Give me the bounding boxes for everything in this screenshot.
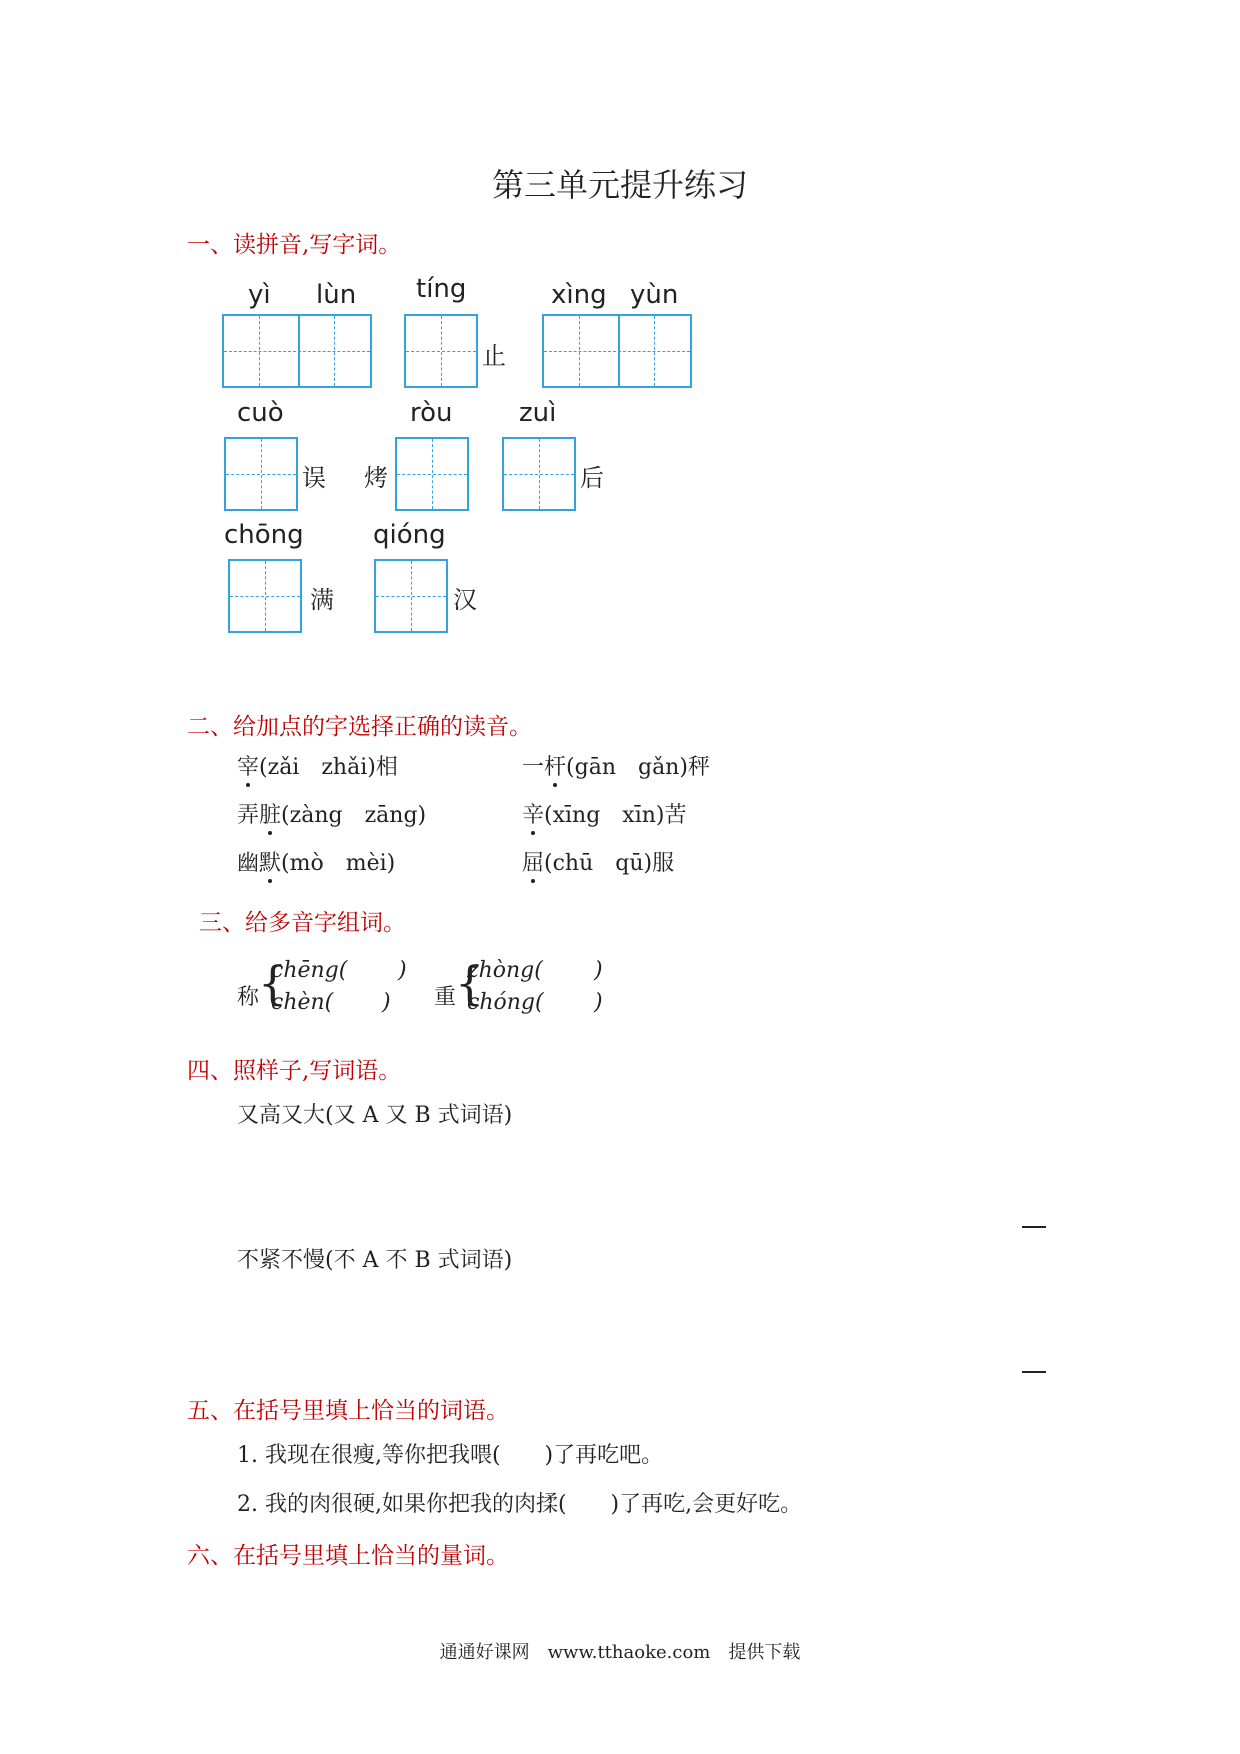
- polyphone-cheng-close: ): [398, 958, 407, 983]
- polyphone-chen-label: chèn(: [271, 990, 334, 1015]
- reading-options: (mò mèi): [281, 851, 396, 876]
- section-5-heading: 五、在括号里填上恰当的词语。: [187, 1398, 509, 1424]
- pinyin-chong: chōng: [224, 520, 304, 550]
- plain-char: 一: [522, 755, 545, 780]
- writing-box-yilun[interactable]: [222, 314, 372, 388]
- writing-box-zui[interactable]: [502, 437, 576, 511]
- polyphone-zhong-label: zhòng(: [467, 958, 543, 983]
- page-title: 第三单元提升练习: [491, 166, 748, 204]
- reading-item-xin: [522, 798, 687, 829]
- footer-text: 通通好课网 www.tthaoke.com 提供下载: [439, 1642, 801, 1663]
- polyphone-chong-close: ): [594, 990, 603, 1015]
- pinyin-qiong: qióng: [373, 520, 446, 550]
- dotted-char: 默: [259, 846, 281, 877]
- pinyin-cuo: cuò: [237, 398, 284, 428]
- polyphone-zhong-close: ): [594, 958, 603, 983]
- section-6-heading: 六、在括号里填上恰当的量词。: [187, 1543, 509, 1569]
- pinyin-yi: yì: [248, 280, 271, 310]
- example-2: 不紧不慢(不 A 不 B 式词语): [237, 1248, 513, 1273]
- answer-line: [1022, 1371, 1046, 1373]
- plain-char: 幽: [237, 851, 260, 876]
- pinyin-yun: yùn: [630, 280, 679, 310]
- polyphone-cheng-label: chēng(: [271, 958, 348, 983]
- pinyin-xing: xìng: [551, 280, 607, 310]
- fill-sentence-2: 2. 我的肉很硬,如果你把我的肉揉( )了再吃,会更好吃。: [237, 1492, 803, 1517]
- char-wu: 误: [302, 464, 326, 492]
- section-4-heading: 四、照样子,写词语。: [187, 1058, 402, 1084]
- dotted-char: 杆: [544, 750, 566, 781]
- writing-box-cuo[interactable]: [224, 437, 298, 511]
- dotted-char: 宰: [237, 750, 259, 781]
- writing-box-ting[interactable]: [404, 314, 478, 388]
- char-kao: 烤: [364, 464, 388, 492]
- pinyin-ting: tíng: [416, 274, 467, 304]
- plain-char: 弄: [237, 803, 260, 828]
- section-3-heading: 三、给多音字组词。: [199, 910, 406, 936]
- section-1-heading: 一、读拼音,写字词。: [187, 232, 402, 258]
- reading-item-zai: [237, 750, 398, 781]
- dotted-char: 屈: [522, 846, 544, 877]
- pinyin-rou: ròu: [410, 398, 453, 428]
- reading-options: (xīng xīn)苦: [544, 803, 687, 828]
- brace-icon: {: [455, 956, 485, 1010]
- char-han: 汉: [453, 586, 477, 614]
- reading-options: (chū qū)服: [544, 851, 675, 876]
- reading-item-gan: [522, 750, 710, 781]
- polyphone-chen-close: ): [382, 990, 391, 1015]
- reading-options: (zàng zāng): [281, 803, 427, 828]
- writing-box-rou[interactable]: [395, 437, 469, 511]
- reading-item-zang: [237, 798, 426, 829]
- writing-box-chong[interactable]: [228, 559, 302, 633]
- fill-sentence-1: 1. 我现在很瘦,等你把我喂( )了再吃吧。: [237, 1443, 664, 1468]
- example-1: 又高又大(又 A 又 B 式词语): [237, 1103, 513, 1128]
- dotted-char: 脏: [259, 798, 281, 829]
- answer-line: [1022, 1226, 1046, 1228]
- polyphone-chong-label: chóng(: [467, 990, 544, 1015]
- char-hou: 后: [580, 464, 604, 492]
- char-zhi: 止: [482, 342, 506, 370]
- writing-box-qiong[interactable]: [374, 559, 448, 633]
- pinyin-lun: lùn: [316, 280, 357, 310]
- dotted-char: 辛: [522, 798, 544, 829]
- reading-item-mo: [237, 846, 395, 877]
- section-2-heading: 二、给加点的字选择正确的读音。: [187, 714, 532, 740]
- reading-item-qu: [522, 846, 674, 877]
- brace-icon: {: [258, 956, 288, 1010]
- polyphone-char-cheng: 称: [237, 985, 260, 1010]
- pinyin-zui: zuì: [519, 398, 557, 428]
- polyphone-char-zhong: 重: [434, 985, 457, 1010]
- writing-box-xingyun[interactable]: [542, 314, 692, 388]
- reading-options: (gān gǎn)秤: [566, 755, 710, 780]
- reading-options: (zǎi zhǎi)相: [259, 755, 398, 780]
- char-man: 满: [310, 586, 334, 614]
